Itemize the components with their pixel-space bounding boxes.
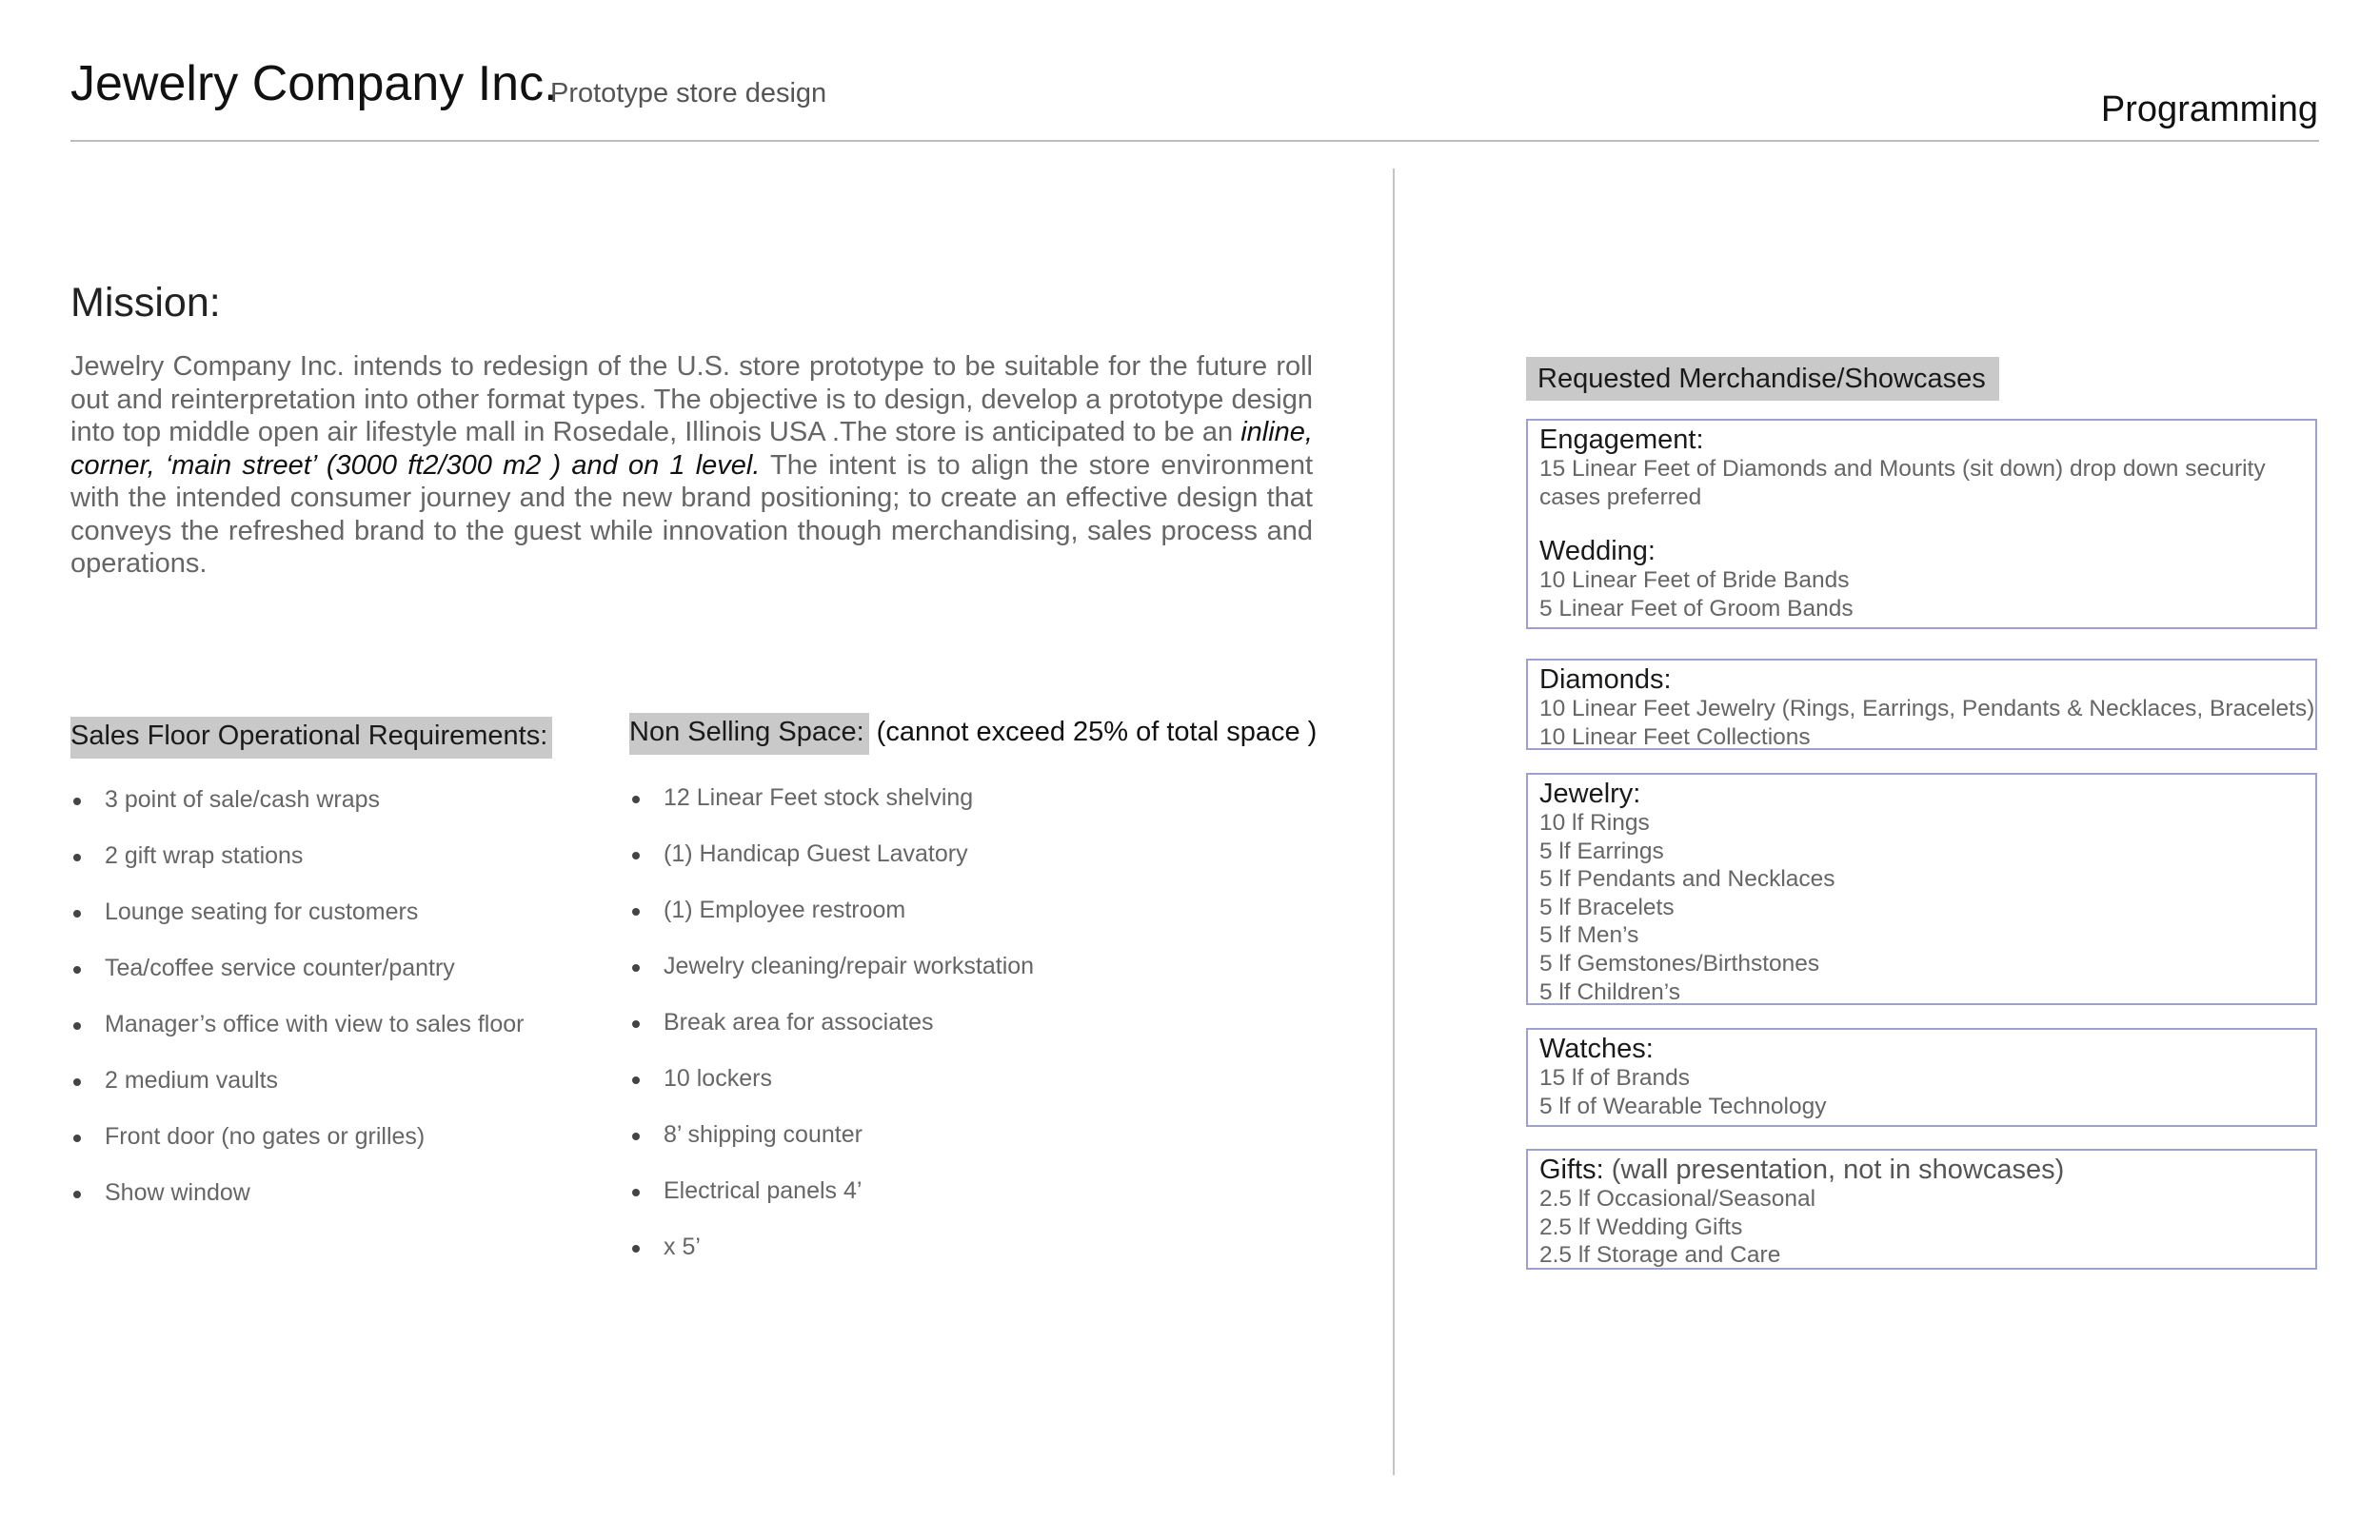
jewelry-line: 5 lf Men’s xyxy=(1539,922,1639,949)
non-selling-heading xyxy=(629,717,1317,748)
engagement-wedding-box xyxy=(1526,419,2317,629)
list-item: 10 lockers xyxy=(629,1065,1258,1121)
non-selling-list xyxy=(629,784,1258,1290)
engagement-line: cases preferred xyxy=(1539,484,1702,510)
list-item: 2 medium vaults xyxy=(70,1067,585,1123)
diamonds-line: 10 Linear Feet Jewelry (Rings, Earrings, Pendants & Necklaces, Bracelets) xyxy=(1539,696,2315,721)
diamonds-line: 10 Linear Feet Collections xyxy=(1539,723,1811,750)
jewelry-line: 5 lf Children’s xyxy=(1539,978,1680,1005)
list-item: Tea/coffee service counter/pantry xyxy=(70,955,585,1011)
list-item: 8’ shipping counter xyxy=(629,1121,1258,1177)
wedding-line: 5 Linear Feet of Groom Bands xyxy=(1539,595,1854,622)
section-label: Programming xyxy=(2100,89,2318,129)
gifts-box xyxy=(1526,1149,2317,1270)
gifts-line: 2.5 lf Wedding Gifts xyxy=(1539,1214,1743,1240)
list-item: Manager’s office with view to sales floor xyxy=(70,1011,585,1067)
diamonds-box xyxy=(1526,659,2317,750)
engagement-line: 15 Linear Feet of Diamonds and Mounts (sit down) drop down security xyxy=(1539,456,2266,482)
list-item: Jewelry cleaning/repair workstation xyxy=(629,953,1258,1009)
wedding-heading: Wedding: xyxy=(1539,536,1656,567)
engagement-heading: Engagement: xyxy=(1539,424,1704,455)
jewelry-line: 5 lf Gemstones/Birthstones xyxy=(1539,950,1820,977)
list-item: Show window xyxy=(70,1179,585,1235)
mission-text-part-2: The intent is to align the store environment with the intended consumer journey and the new brand positioning; to create an effective design that conveys the refreshed brand to the guest while innovation though merchandising, sales process and operations. xyxy=(70,449,1314,579)
column-divider xyxy=(1393,168,1395,1475)
list-item: x 5’ xyxy=(629,1234,1258,1290)
sales-floor-heading-label: Sales Floor Operational Requirements: xyxy=(70,717,552,759)
sales-floor-heading xyxy=(70,721,552,752)
list-item: (1) Handicap Guest Lavatory xyxy=(629,840,1258,897)
watches-heading: Watches: xyxy=(1539,1034,1654,1064)
sales-floor-list xyxy=(70,786,585,1235)
header-divider xyxy=(70,140,2319,142)
page-subtitle: Prototype store design xyxy=(550,78,827,109)
jewelry-line: 5 lf Bracelets xyxy=(1539,894,1675,920)
jewelry-line: 5 lf Pendants and Necklaces xyxy=(1539,866,1835,893)
list-item: (1) Employee restroom xyxy=(629,897,1258,953)
list-item: Electrical panels 4’ xyxy=(629,1177,1258,1234)
list-item: Front door (no gates or grilles) xyxy=(70,1123,585,1179)
jewelry-heading: Jewelry: xyxy=(1539,779,1641,809)
gifts-line: 2.5 lf Occasional/Seasonal xyxy=(1539,1186,1816,1212)
jewelry-line: 10 lf Rings xyxy=(1539,810,1650,836)
diamonds-heading: Diamonds: xyxy=(1539,664,1672,695)
non-selling-note: (cannot exceed 25% of total space ) xyxy=(876,717,1318,747)
mission-text-part-1: Jewelry Company Inc. intends to redesign of the U.S. store prototype to be suitable for the future roll out and reinterpretation into other format types. The objective is to design, develop a prototype design into top middle open air lifestyle mall in Rosedale, Illinois USA .The store is anticipated to be an xyxy=(70,351,1313,447)
mission-text xyxy=(70,350,1313,581)
gifts-heading-row xyxy=(1539,1155,2306,1185)
non-selling-heading-label: Non Selling Space: xyxy=(629,713,869,755)
watches-line: 5 lf of Wearable Technology xyxy=(1539,1093,1827,1119)
merchandise-title: Requested Merchandise/Showcases xyxy=(1526,357,1999,401)
jewelry-box xyxy=(1526,773,2317,1005)
mission-text-emphasis: inline, corner, ‘main street’ (3000 ft2/300 m2 ) and on 1 level. xyxy=(70,417,1313,481)
gifts-note: (wall presentation, not in showcases) xyxy=(1611,1155,2065,1185)
list-item: Lounge seating for customers xyxy=(70,898,585,955)
gifts-heading: Gifts: xyxy=(1539,1155,1604,1185)
list-item: 3 point of sale/cash wraps xyxy=(70,786,585,842)
wedding-line: 10 Linear Feet of Bride Bands xyxy=(1539,567,1850,594)
jewelry-line: 5 lf Earrings xyxy=(1539,838,1664,864)
watches-box xyxy=(1526,1028,2317,1127)
list-item: 2 gift wrap stations xyxy=(70,842,585,898)
list-item: 12 Linear Feet stock shelving xyxy=(629,784,1258,840)
mission-title: Mission: xyxy=(70,280,221,326)
gifts-line: 2.5 lf Storage and Care xyxy=(1539,1242,1781,1269)
list-item: Break area for associates xyxy=(629,1009,1258,1065)
watches-line: 15 lf of Brands xyxy=(1539,1065,1690,1091)
company-title: Jewelry Company Inc. xyxy=(70,56,558,111)
